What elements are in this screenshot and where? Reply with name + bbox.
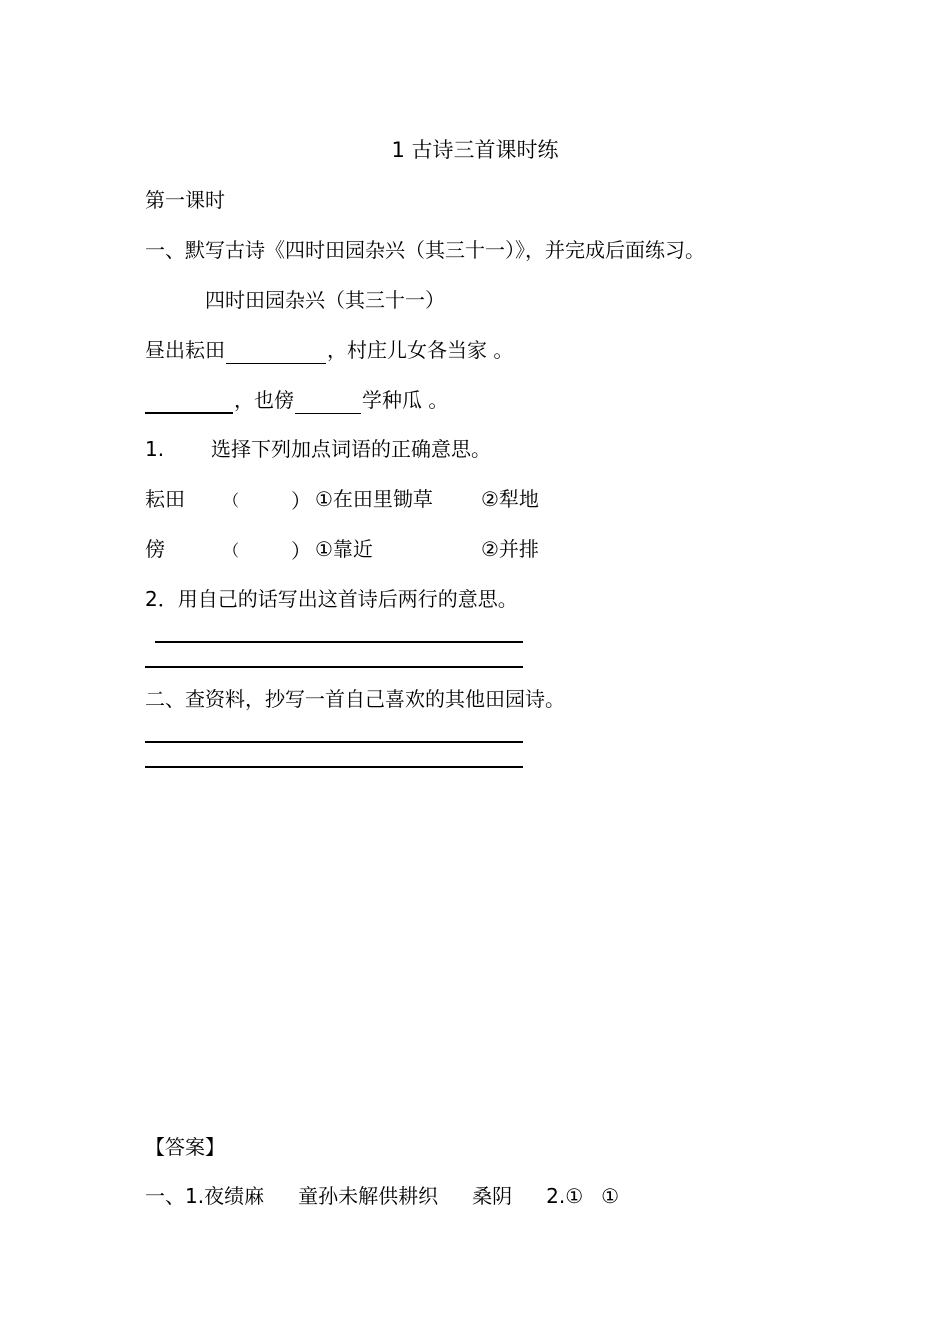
lesson-label: 第一课时	[145, 188, 225, 212]
answer-line-1[interactable]	[155, 641, 523, 643]
choice-option-2: ②犁地	[481, 487, 539, 511]
answer-4-2: ①	[601, 1184, 620, 1208]
document-title: 1 古诗三首课时练	[391, 138, 559, 162]
section2-heading: 二、查资料，抄写一首自己喜欢的其他田园诗。	[145, 687, 565, 711]
poem-line2-mid: ，也傍	[234, 388, 294, 412]
poem-line2-end: 学种瓜 。	[362, 388, 449, 412]
question-1-prompt: 选择下列加点词语的正确意思。	[211, 437, 491, 461]
choice-word: 傍	[145, 537, 165, 561]
choice-option-1: ①在田里锄草	[315, 487, 433, 511]
answer-line-4[interactable]	[145, 766, 523, 768]
poem-line-2	[145, 386, 448, 414]
answer-4-1: ①	[565, 1184, 584, 1208]
answer-line-2[interactable]	[145, 666, 523, 668]
paren-open: （	[223, 541, 240, 560]
answer-1: 一、1.夜绩麻	[145, 1184, 265, 1208]
poem-title: 四时田园杂兴（其三十一）	[205, 288, 445, 312]
fill-blank-3[interactable]	[295, 391, 361, 414]
answers-line	[145, 1182, 619, 1210]
poem-line-1	[145, 336, 513, 364]
choice-option-1: ①靠近	[315, 537, 373, 561]
poem-line1-start: 昼出耘田	[145, 338, 225, 362]
choice-option-2: ②并排	[481, 537, 539, 561]
poem-line1-end: ，村庄儿女各当家 。	[327, 338, 514, 362]
answer-line-3[interactable]	[145, 741, 523, 743]
answers-heading: 【答案】	[145, 1135, 225, 1159]
answer-4-prefix: 2.	[546, 1184, 566, 1208]
question-1-number: 1.	[145, 437, 165, 461]
answer-3: 桑阴	[472, 1184, 513, 1208]
choice-row-2	[145, 535, 539, 565]
question-2: 2．用自己的话写出这首诗后两行的意思。	[145, 587, 518, 611]
question-1	[145, 435, 491, 463]
choice-row-1	[145, 485, 539, 515]
choice-word: 耘田	[145, 487, 185, 511]
paren-close: ）	[291, 539, 311, 563]
paren-open: （	[223, 491, 240, 510]
answer-paren[interactable]	[223, 487, 315, 515]
paren-close: ）	[291, 489, 311, 513]
answer-2: 童孙未解供耕织	[298, 1184, 439, 1208]
fill-blank-2[interactable]	[145, 390, 233, 414]
answer-paren[interactable]	[223, 537, 315, 565]
section1-heading: 一、默写古诗《四时田园杂兴（其三十一）》，并完成后面练习。	[145, 238, 705, 262]
fill-blank-1[interactable]	[226, 341, 326, 364]
